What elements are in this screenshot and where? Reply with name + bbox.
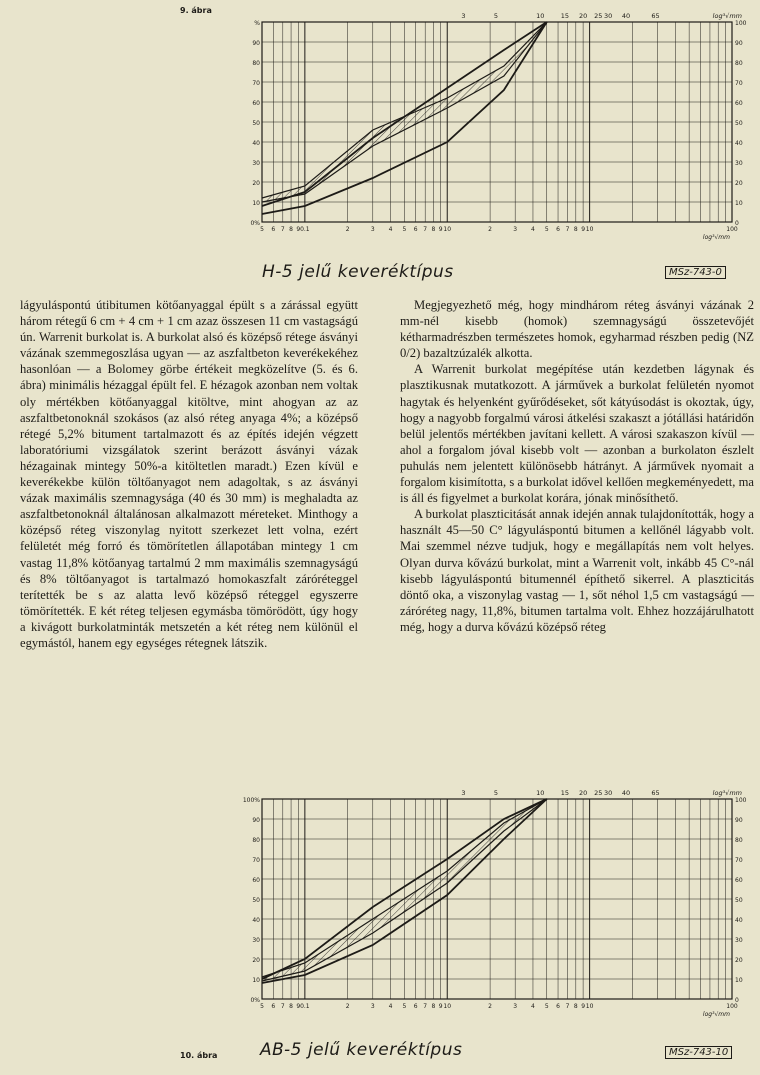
fig10-left-tick: 10 — [252, 977, 260, 984]
fig9-bottom-tick: 2 — [488, 226, 493, 233]
fig10-right-tick: 50 — [735, 897, 743, 904]
fig9-left-tick: 10 — [252, 200, 260, 207]
fig10-left-tick: 80 — [252, 837, 260, 844]
fig10-right-tick: 80 — [735, 837, 743, 844]
fig9-right-tick: 60 — [735, 100, 743, 107]
fig9-top-tick: 3 — [461, 12, 466, 20]
fig10-top-tick: 40 — [621, 789, 631, 797]
fig9-top-tick: 5 — [493, 12, 499, 20]
fig9-bottom-tick: 8 — [431, 226, 436, 233]
fig10-bottom-unit: log³√mm — [702, 1011, 730, 1018]
fig9-right-tick: 0 — [735, 220, 739, 227]
fig10-bottom-tick: 3 — [370, 1003, 375, 1010]
fig10-right-tick: 60 — [735, 877, 743, 884]
fig9-right-tick: 80 — [735, 60, 743, 67]
fig10-top-tick: 10 — [536, 789, 545, 797]
fig10-right-tick: 100 — [735, 797, 747, 804]
fig10-left-tick: 100% — [242, 797, 260, 804]
fig9-top-unit: log³√mm — [712, 12, 742, 20]
fig10-right-tick: 10 — [735, 977, 743, 984]
fig10-bottom-tick: 8 — [289, 1003, 293, 1010]
fig10-right-tick: 20 — [735, 957, 743, 964]
fig10-left-tick: 20 — [252, 957, 260, 964]
figure-9-chart — [240, 8, 760, 248]
fig9-right-tick: 50 — [735, 120, 743, 127]
fig10-top-tick: 30 — [604, 789, 613, 797]
fig9-left-tick: 60 — [252, 100, 260, 107]
fig10-top-tick: 20 — [578, 789, 588, 797]
fig10-bottom-tick: 4 — [388, 1003, 393, 1010]
fig9-bottom-tick: 6 — [556, 226, 560, 233]
fig9-left-tick: 70 — [252, 80, 260, 87]
fig9-right-tick: 70 — [735, 80, 743, 87]
fig9-left-tick: 40 — [252, 140, 260, 147]
fig10-bottom-tick: 6 — [271, 1003, 276, 1010]
fig9-bottom-tick: 4 — [531, 226, 535, 233]
fig10-bottom-tick: 9 — [296, 1003, 301, 1010]
fig10-bottom-tick: 8 — [431, 1003, 436, 1010]
fig9-right-tick: 10 — [735, 200, 743, 207]
right-text-column — [400, 297, 754, 635]
figure-9-code: MSz-743-0 — [665, 266, 726, 279]
fig10-right-tick: 30 — [735, 937, 743, 944]
fig10-bottom-tick: 9 — [581, 1003, 586, 1010]
fig10-top-tick: 3 — [461, 789, 466, 797]
fig10-bottom-tick: 7 — [565, 1003, 570, 1010]
fig10-right-tick: 40 — [735, 917, 743, 924]
fig10-bottom-tick: 9 — [438, 1003, 443, 1010]
fig10-left-tick: 40 — [252, 917, 260, 924]
fig10-right-tick: 0 — [735, 997, 739, 1004]
fig9-bottom-tick: 0.1 — [300, 226, 310, 233]
fig10-bottom-tick: 10 — [585, 1003, 594, 1010]
fig9-bottom-tick: 7 — [565, 226, 570, 233]
fig9-right-tick: 20 — [735, 180, 743, 187]
fig9-right-tick: 100 — [735, 20, 747, 27]
fig9-bottom-tick: 7 — [280, 226, 285, 233]
fig10-bottom-tick: 5 — [260, 1003, 264, 1010]
fig10-right-tick: 70 — [735, 857, 743, 864]
figure-9-number: 9. ábra — [180, 6, 212, 15]
fig10-bottom-tick: 10 — [443, 1003, 452, 1010]
fig9-left-tick: 20 — [252, 180, 260, 187]
figure-9-title: H-5 jelű keveréktípus — [262, 262, 454, 282]
fig10-left-tick: 30 — [252, 937, 260, 944]
fig9-top-tick: 20 — [578, 12, 588, 20]
fig9-left-tick: % — [254, 20, 260, 27]
figure-10-chart — [240, 785, 760, 1025]
fig9-bottom-tick: 2 — [345, 226, 350, 233]
fig10-top-unit: log³√mm — [712, 789, 742, 797]
fig9-top-tick: 25 — [594, 12, 603, 20]
fig10-bottom-tick: 6 — [556, 1003, 560, 1010]
fig10-bottom-tick: 4 — [531, 1003, 535, 1010]
fig9-bottom-tick: 100 — [726, 226, 738, 233]
figure-10-code: MSz-743-10 — [665, 1046, 732, 1059]
fig10-bottom-tick: 6 — [413, 1003, 418, 1010]
fig10-top-tick: 15 — [560, 789, 569, 797]
fig10-bottom-tick: 2 — [345, 1003, 350, 1010]
fig9-bottom-tick: 5 — [402, 226, 407, 233]
fig9-bottom-unit: log³√mm — [702, 234, 730, 241]
fig9-left-tick: 90 — [252, 40, 260, 47]
fig10-left-tick: 50 — [252, 897, 260, 904]
fig9-bottom-tick: 10 — [585, 226, 594, 233]
fig9-left-tick: 0% — [250, 220, 260, 227]
fig10-bottom-tick: 0.1 — [300, 1003, 310, 1010]
fig10-top-tick: 5 — [493, 789, 499, 797]
fig10-bottom-tick: 2 — [488, 1003, 493, 1010]
fig9-bottom-tick: 5 — [260, 226, 264, 233]
fig10-top-tick: 25 — [594, 789, 603, 797]
fig10-bottom-tick: 8 — [573, 1003, 578, 1010]
fig9-top-tick: 65 — [651, 12, 660, 20]
fig10-left-tick: 60 — [252, 877, 260, 884]
left-paragraph-1: lágyuláspontú útibitumen kötőanyaggal épült s a zárással együtt három rétegű 6 cm + 4 cm + 1 cm azaz összesen 11 cm vastagságú ún. Warrenit burkolat is. A burkolat alsó és középső rétege ásványi vázának szemmegoszlása ugyan — az aszfaltbeton keverékekéhez hasonlóan — a Bolomey görbe értékeit megközelítve (5. és 6. ábra) minimális hézaggal épült fel. E hézagok azonban nem voltak oly mértékben kötőanyaggal kitöltve, mint ahogyan az az aszfaltbetonoknál szokásos (az alsó réteg anyaga 4%; a középső rétegé 5,2% bitument tartalmazott és az építés idején végzett laboratóriumi vizsgálatok szerint berázott ásványi vázak hézagainak mintegy 50%-a kitöltetlen maradt.) Ezen kívül e keverékekbe külön töltőanyagot nem adagoltak, s az ásványi vázak maximális szemnagysága (40 és 30 mm) is meghaladta az aszfaltbetonoknál általánosan alkalmazott méreteket. Minthogy a középső réteg viszonylag nyitott szerkezet lett volna, ezért felületét még forró és tömörítetlen állapotában mintegy 1 cm vastag 11,8% kötőanyag tartalmú 2 mm maximális szemnagyságú és 8% töltőanyagot is tartalmazó homokaszfalt záróréteggel terítették be s az alatta levő középső réteggel egyszerre tömörítették. E két réteg teljesen egymásba tömörödött, úgy hogy a kivágott burkolatminták metszetén a két réteg nem különül el egymástól, hanem egy egységes rétegnek látszik. — [20, 298, 358, 650]
fig10-bottom-tick: 5 — [544, 1003, 549, 1010]
fig9-top-tick: 30 — [604, 12, 613, 20]
fig10-left-tick: 70 — [252, 857, 260, 864]
fig9-bottom-tick: 10 — [443, 226, 452, 233]
fig9-bottom-tick: 9 — [296, 226, 301, 233]
fig10-bottom-tick: 5 — [402, 1003, 407, 1010]
fig10-right-tick: 90 — [735, 817, 743, 824]
right-paragraph-2: A Warrenit burkolat megépítése után kezdetben lágynak és plasztikusnak mutatkozott. A járművek a burkolat felületén nyomot hagytak és helyenként gyűrődéseket, sőt kátyúsodást is okoztak, úgy, hogy a nagyobb forgalmú városi átkelési szakaszt a jótállási határidőn belül jelentős mértékben javítani kellett. A városi szakaszon kívül — ahol a forgalom jóval kisebb volt — azonban a burkolaton észlelt puhulás nem jelentett különösebb hátrányt. A járművek nyomait a forgalom kisimította, s a burkolat idővel kellően megkeményedett, ma is áll és figyelmet a burkolat korára, jónak minősíthető. — [400, 362, 754, 506]
fig9-top-tick: 15 — [560, 12, 569, 20]
fig9-right-tick: 40 — [735, 140, 743, 147]
fig10-bottom-tick: 100 — [726, 1003, 738, 1010]
fig9-top-tick: 10 — [536, 12, 545, 20]
fig10-top-tick: 65 — [651, 789, 660, 797]
fig9-bottom-tick: 9 — [581, 226, 586, 233]
fig9-bottom-tick: 6 — [271, 226, 276, 233]
fig9-bottom-tick: 8 — [289, 226, 293, 233]
fig10-left-tick: 0% — [250, 997, 260, 1004]
right-paragraph-1: Megjegyezhető még, hogy mindhárom réteg ásványi vázának 2 mm-nél kisebb (homok) szemnagyságú összetevőjét kétharmadrészben természetes homok, egyharmad részben pedig (NZ 0/2) bazaltzúzalék alkotta. — [400, 298, 754, 361]
fig9-bottom-tick: 3 — [513, 226, 518, 233]
fig9-bottom-tick: 7 — [423, 226, 428, 233]
right-paragraph-3: A burkolat plaszticitását annak idején annak tulajdonították, hogy a használt 45—50 C° lágyuláspontú bitumen a kellőnél lágyabb volt. Mai szemmel nézve tudjuk, hogy e megállapítás nem volt helyes. Olyan durva kővázú burkolat, mint a Warrenit volt, inkább 45 C°-nál kisebb lágyuláspontú bitumennél építhető sikerrel. A plaszticitás döntő oka, a viszonylag vastag — 1, sőt néhol 1,5 cm vastagságú — záróréteg nagy, 11,8%, bitumen tartalma volt. Ehhez hozzájárulhatott még, hogy a durva kővázú középső réteg — [400, 507, 754, 634]
fig9-bottom-tick: 5 — [544, 226, 549, 233]
fig9-bottom-tick: 3 — [370, 226, 375, 233]
fig9-left-tick: 80 — [252, 60, 260, 67]
fig9-left-tick: 50 — [252, 120, 260, 127]
fig9-left-tick: 30 — [252, 160, 260, 167]
left-text-column — [20, 297, 358, 651]
fig10-bottom-tick: 7 — [280, 1003, 285, 1010]
figure-10-number: 10. ábra — [180, 1051, 218, 1060]
fig10-bottom-tick: 3 — [513, 1003, 518, 1010]
fig9-top-tick: 40 — [621, 12, 631, 20]
fig9-bottom-tick: 4 — [388, 226, 393, 233]
fig9-right-tick: 30 — [735, 160, 743, 167]
fig9-bottom-tick: 9 — [438, 226, 443, 233]
fig9-bottom-tick: 8 — [573, 226, 578, 233]
fig10-left-tick: 90 — [252, 817, 260, 824]
figure-10-title: AB-5 jelű keveréktípus — [260, 1040, 463, 1060]
fig9-right-tick: 90 — [735, 40, 743, 47]
fig10-bottom-tick: 7 — [423, 1003, 428, 1010]
fig9-bottom-tick: 6 — [413, 226, 418, 233]
